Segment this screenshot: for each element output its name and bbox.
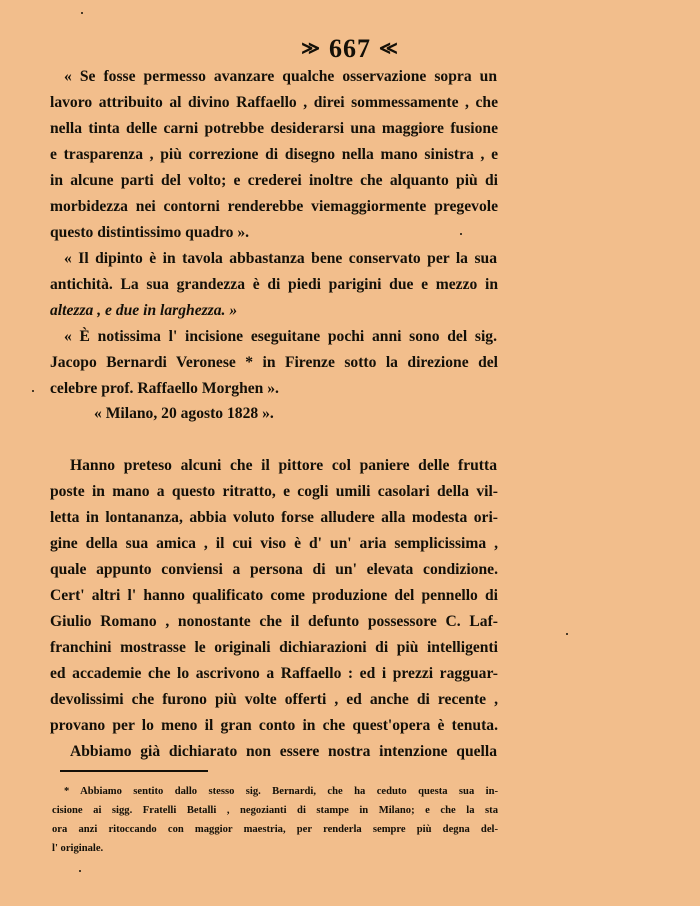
body-line: Cert' altri l' hanno qualificato come produzione del pennello di: [50, 587, 498, 604]
print-speck: [32, 390, 34, 392]
body-line: franchini mostrasse le originali dichiarazioni di più intelligenti: [50, 639, 498, 656]
print-speck: [81, 12, 83, 14]
quote-line: « È notissima l' incisione eseguitane pochi anni sono del sig.: [64, 328, 497, 345]
right-ornament: ≪: [379, 37, 399, 58]
footnote-line: cisione ai sigg. Fratelli Betalli , negozianti di stampe in Milano; e che la sta: [52, 805, 498, 816]
body-line: Abbiamo già dichiarato non essere nostra intenzione quella: [70, 743, 497, 760]
page-number: 667: [329, 34, 371, 63]
quote-line: morbidezza nei contorni renderebbe viemaggiormente pregevole: [50, 198, 498, 215]
body-line: ed accademie che lo ascrivono a Raffaello : ed i prezzi ragguar-: [50, 665, 498, 682]
body-line: Giulio Romano , nonostante che il defunto possessore C. Laf-: [50, 613, 498, 630]
quote-line: Jacopo Bernardi Veronese * in Firenze sotto la direzione del: [50, 354, 498, 371]
footnote-line: ora anzi ritoccando con maggior maestria, per renderla sempre più degna del-: [52, 824, 498, 835]
footnote-line: * Abbiamo sentito dallo stesso sig. Bernardi, che ha ceduto questa sua in-: [64, 786, 498, 797]
left-ornament: ≫: [301, 37, 321, 58]
print-speck: [460, 233, 462, 235]
quote-line: e trasparenza , più correzione di disegno nella mano sinistra , e: [50, 146, 498, 163]
quote-line: celebre prof. Raffaello Morghen ».: [50, 380, 279, 397]
quote-line: nella tinta delle carni potrebbe desiderarsi una maggiore fusione: [50, 120, 498, 137]
body-line: Hanno preteso alcuni che il pittore col paniere delle frutta: [70, 457, 497, 474]
body-line: provano per lo meno il gran conto in che quest'opera è tenuta.: [50, 717, 498, 734]
quote-line: questo distintissimo quadro ».: [50, 224, 250, 241]
page-header: [0, 34, 700, 64]
quote-date-line: « Milano, 20 agosto 1828 ».: [94, 405, 274, 422]
body-line: devolissimi che furono più volte offerti , ed anche di recente ,: [50, 691, 498, 708]
footnote-rule: [60, 770, 208, 772]
quote-line: « Se fosse permesso avanzare qualche osservazione sopra un: [64, 68, 497, 85]
print-speck: [79, 870, 81, 872]
print-speck: [566, 633, 568, 635]
body-line: gine della sua amica , il cui viso è d' un' aria semplicissima ,: [50, 535, 498, 552]
quote-line: antichità. La sua grandezza è di piedi parigini due e mezzo in: [50, 276, 498, 293]
quote-line: in alcune parti del volto; e crederei inoltre che alquanto più di: [50, 172, 498, 189]
quote-line: « Il dipinto è in tavola abbastanza bene conservato per la sua: [64, 250, 497, 267]
quote-line: lavoro attribuito al divino Raffaello , direi sommessamente , che: [50, 94, 498, 111]
footnote-line: l' originale.: [52, 843, 104, 854]
body-line: letta in lontananza, abbia voluto forse alludere alla modesta ori-: [50, 509, 498, 526]
quote-line: altezza , e due in larghezza. »: [50, 302, 238, 319]
body-line: quale appunto conviensi a persona di un' elevata condizione.: [50, 561, 498, 578]
body-line: poste in mano a questo ritratto, e cogli umili casolari della vil-: [50, 483, 498, 500]
